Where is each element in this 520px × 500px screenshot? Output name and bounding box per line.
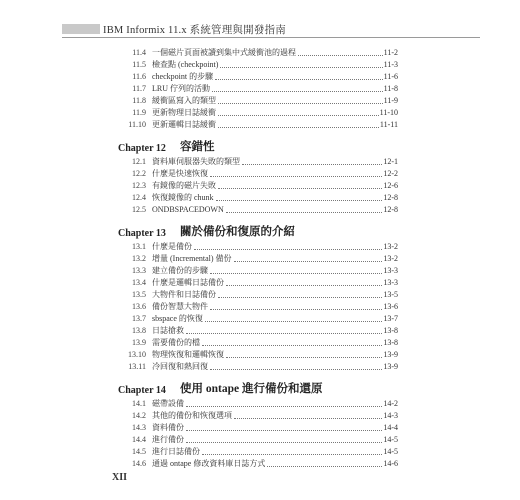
dot-leader bbox=[186, 333, 382, 334]
toc-entry bbox=[118, 180, 398, 192]
chapter-label: Chapter 14 bbox=[118, 385, 166, 396]
section-number: 14.4 bbox=[132, 435, 146, 444]
dot-leader bbox=[226, 357, 382, 358]
chapter-heading bbox=[118, 136, 398, 154]
section-title: sbspace 的恢復 bbox=[152, 314, 203, 323]
toc-entry bbox=[118, 265, 398, 277]
section-title: 備份智慧大物件 bbox=[152, 302, 208, 311]
book-title: IBM Informix 11.x 系統管理與開發指南 bbox=[103, 24, 286, 36]
section-title: 更新邏輯日誌緩衝 bbox=[152, 120, 216, 129]
dot-leader bbox=[210, 176, 382, 177]
section-page-number: 13-2 bbox=[383, 242, 398, 251]
section-number: 12.5 bbox=[132, 205, 146, 214]
dot-leader bbox=[210, 369, 382, 370]
chapter-heading bbox=[118, 378, 398, 396]
section-page-number: 13-5 bbox=[383, 290, 398, 299]
section-number: 13.1 bbox=[132, 242, 146, 251]
section-number: 11.10 bbox=[128, 120, 146, 129]
dot-leader bbox=[218, 103, 383, 104]
section-page-number: 14-3 bbox=[383, 411, 398, 420]
section-title: 資料備份 bbox=[152, 423, 184, 432]
dot-leader bbox=[226, 212, 383, 213]
section-page-number: 13-3 bbox=[383, 266, 398, 275]
section-number: 13.2 bbox=[132, 254, 146, 263]
section-number: 13.7 bbox=[132, 314, 146, 323]
section-title: checkpoint 的步驟 bbox=[152, 72, 214, 81]
section-page-number: 14-4 bbox=[383, 423, 398, 432]
section-title: 日誌搶救 bbox=[152, 326, 184, 335]
section-title: 一個磁片頁面被讀到集中式緩衝池的過程 bbox=[152, 48, 296, 57]
section-title: 什麼是邏輯日誌備份 bbox=[152, 278, 224, 287]
section-page-number: 11-10 bbox=[379, 108, 398, 117]
dot-leader bbox=[267, 466, 382, 467]
section-number: 11.5 bbox=[132, 60, 146, 69]
section-title: 大物件和日誌備份 bbox=[152, 290, 216, 299]
section-page-number: 12-6 bbox=[383, 181, 398, 190]
toc-entry bbox=[118, 168, 398, 180]
section-title: 進行日誌備份 bbox=[152, 447, 200, 456]
page-number: XII bbox=[112, 472, 128, 483]
header-gray-bar bbox=[62, 24, 100, 34]
section-number: 13.4 bbox=[132, 278, 146, 287]
toc-entry bbox=[118, 156, 398, 168]
section-page-number: 11-9 bbox=[383, 96, 398, 105]
section-number: 14.2 bbox=[132, 411, 146, 420]
dot-leader bbox=[210, 309, 382, 310]
section-number: 13.8 bbox=[132, 326, 146, 335]
dot-leader bbox=[218, 127, 379, 128]
section-number: 14.6 bbox=[132, 459, 146, 468]
section-title: 什麼是快速恢復 bbox=[152, 169, 208, 178]
section-title: LRU 佇列的活動 bbox=[152, 84, 210, 93]
chapter-heading bbox=[118, 221, 398, 239]
section-page-number: 13-9 bbox=[383, 350, 398, 359]
section-page-number: 11-11 bbox=[379, 120, 398, 129]
section-number: 14.1 bbox=[132, 399, 146, 408]
toc-entry bbox=[118, 301, 398, 313]
section-number: 13.6 bbox=[132, 302, 146, 311]
section-number: 12.4 bbox=[132, 193, 146, 202]
section-number: 12.2 bbox=[132, 169, 146, 178]
dot-leader bbox=[242, 164, 382, 165]
table-of-contents bbox=[118, 47, 398, 470]
section-number: 13.3 bbox=[132, 266, 146, 275]
chapter-label: Chapter 13 bbox=[118, 228, 166, 239]
section-page-number: 11-2 bbox=[383, 48, 398, 57]
chapter-title: 使用 ontape 進行備份和還原 bbox=[180, 383, 323, 395]
section-title: ONDBSPACEDOWN bbox=[152, 205, 224, 214]
toc-entry bbox=[118, 241, 398, 253]
section-number: 11.6 bbox=[132, 72, 146, 81]
chapter-title: 關於備份和復原的介紹 bbox=[180, 226, 295, 238]
section-page-number: 13-8 bbox=[383, 338, 398, 347]
toc-entry bbox=[118, 71, 398, 83]
section-page-number: 13-8 bbox=[383, 326, 398, 335]
dot-leader bbox=[212, 91, 383, 92]
chapter-title: 容錯性 bbox=[180, 141, 215, 153]
section-number: 11.8 bbox=[132, 96, 146, 105]
toc-entry bbox=[118, 434, 398, 446]
section-page-number: 13-3 bbox=[383, 278, 398, 287]
section-page-number: 13-7 bbox=[383, 314, 398, 323]
toc-entry bbox=[118, 119, 398, 131]
section-page-number: 11-3 bbox=[383, 60, 398, 69]
section-number: 13.10 bbox=[128, 350, 146, 359]
toc-entry bbox=[118, 361, 398, 373]
section-page-number: 12-1 bbox=[383, 157, 398, 166]
section-title: 有鏡像的磁片失敗 bbox=[152, 181, 216, 190]
section-page-number: 13-6 bbox=[383, 302, 398, 311]
section-page-number: 11-8 bbox=[383, 84, 398, 93]
section-title: 物理恢復和邏輯恢復 bbox=[152, 350, 224, 359]
section-number: 11.7 bbox=[132, 84, 146, 93]
dot-leader bbox=[215, 79, 383, 80]
dot-leader bbox=[202, 454, 382, 455]
section-number: 13.11 bbox=[128, 362, 146, 371]
dot-leader bbox=[298, 55, 383, 56]
section-title: 什麼是備份 bbox=[152, 242, 192, 251]
chapter-label: Chapter 12 bbox=[118, 143, 166, 154]
toc-entry bbox=[118, 337, 398, 349]
section-title: 資料庫伺服器失敗的類型 bbox=[152, 157, 240, 166]
toc-entry bbox=[118, 192, 398, 204]
toc-entry bbox=[118, 422, 398, 434]
dot-leader bbox=[234, 418, 382, 419]
dot-leader bbox=[218, 188, 382, 189]
dot-leader bbox=[218, 297, 382, 298]
dot-leader bbox=[186, 442, 382, 443]
section-page-number: 13-9 bbox=[383, 362, 398, 371]
toc-entry bbox=[118, 313, 398, 325]
running-header bbox=[62, 22, 482, 36]
section-page-number: 14-5 bbox=[383, 447, 398, 456]
toc-entry bbox=[118, 277, 398, 289]
section-number: 13.5 bbox=[132, 290, 146, 299]
section-title: 更新物理日誌緩衝 bbox=[152, 108, 216, 117]
section-title: 檢查點 (checkpoint) bbox=[152, 60, 219, 69]
section-number: 14.3 bbox=[132, 423, 146, 432]
toc-entry bbox=[118, 410, 398, 422]
toc-entry bbox=[118, 289, 398, 301]
section-page-number: 14-2 bbox=[383, 399, 398, 408]
dot-leader bbox=[210, 273, 382, 274]
section-title: 增量 (Incremental) 備份 bbox=[152, 254, 232, 263]
section-title: 緩衝區寫入的類型 bbox=[152, 96, 216, 105]
section-page-number: 13-2 bbox=[383, 254, 398, 263]
toc-entry bbox=[118, 204, 398, 216]
section-title: 進行備份 bbox=[152, 435, 184, 444]
header-rule bbox=[62, 37, 480, 38]
dot-leader bbox=[216, 200, 383, 201]
section-page-number: 12-8 bbox=[383, 193, 398, 202]
section-page-number: 12-2 bbox=[383, 169, 398, 178]
section-number: 13.9 bbox=[132, 338, 146, 347]
dot-leader bbox=[226, 285, 382, 286]
toc-entry bbox=[118, 107, 398, 119]
section-number: 14.5 bbox=[132, 447, 146, 456]
toc-entry bbox=[118, 398, 398, 410]
toc-entry bbox=[118, 458, 398, 470]
section-page-number: 14-6 bbox=[383, 459, 398, 468]
section-title: 通過 ontape 修改資料庫日誌方式 bbox=[152, 459, 266, 468]
toc-entry bbox=[118, 95, 398, 107]
section-number: 11.4 bbox=[132, 48, 146, 57]
toc-entry bbox=[118, 47, 398, 59]
dot-leader bbox=[186, 430, 382, 431]
dot-leader bbox=[234, 261, 383, 262]
section-page-number: 11-6 bbox=[383, 72, 398, 81]
section-title: 磁帶設備 bbox=[152, 399, 184, 408]
section-page-number: 12-8 bbox=[383, 205, 398, 214]
dot-leader bbox=[218, 115, 379, 116]
dot-leader bbox=[220, 67, 382, 68]
section-page-number: 14-5 bbox=[383, 435, 398, 444]
section-number: 12.1 bbox=[132, 157, 146, 166]
toc-entry bbox=[118, 59, 398, 71]
section-title: 恢復鏡像的 chunk bbox=[152, 193, 214, 202]
section-number: 11.9 bbox=[132, 108, 146, 117]
toc-entry bbox=[118, 325, 398, 337]
section-title: 需要備份的檔 bbox=[152, 338, 200, 347]
section-title: 冷回復和熱回復 bbox=[152, 362, 208, 371]
toc-entry bbox=[118, 253, 398, 265]
section-title: 其他的備份和恢復選項 bbox=[152, 411, 232, 420]
toc-entry bbox=[118, 446, 398, 458]
dot-leader bbox=[202, 345, 382, 346]
dot-leader bbox=[205, 321, 382, 322]
dot-leader bbox=[186, 406, 382, 407]
toc-entry bbox=[118, 83, 398, 95]
section-number: 12.3 bbox=[132, 181, 146, 190]
section-title: 建立備份的步驟 bbox=[152, 266, 208, 275]
dot-leader bbox=[194, 249, 382, 250]
toc-entry bbox=[118, 349, 398, 361]
